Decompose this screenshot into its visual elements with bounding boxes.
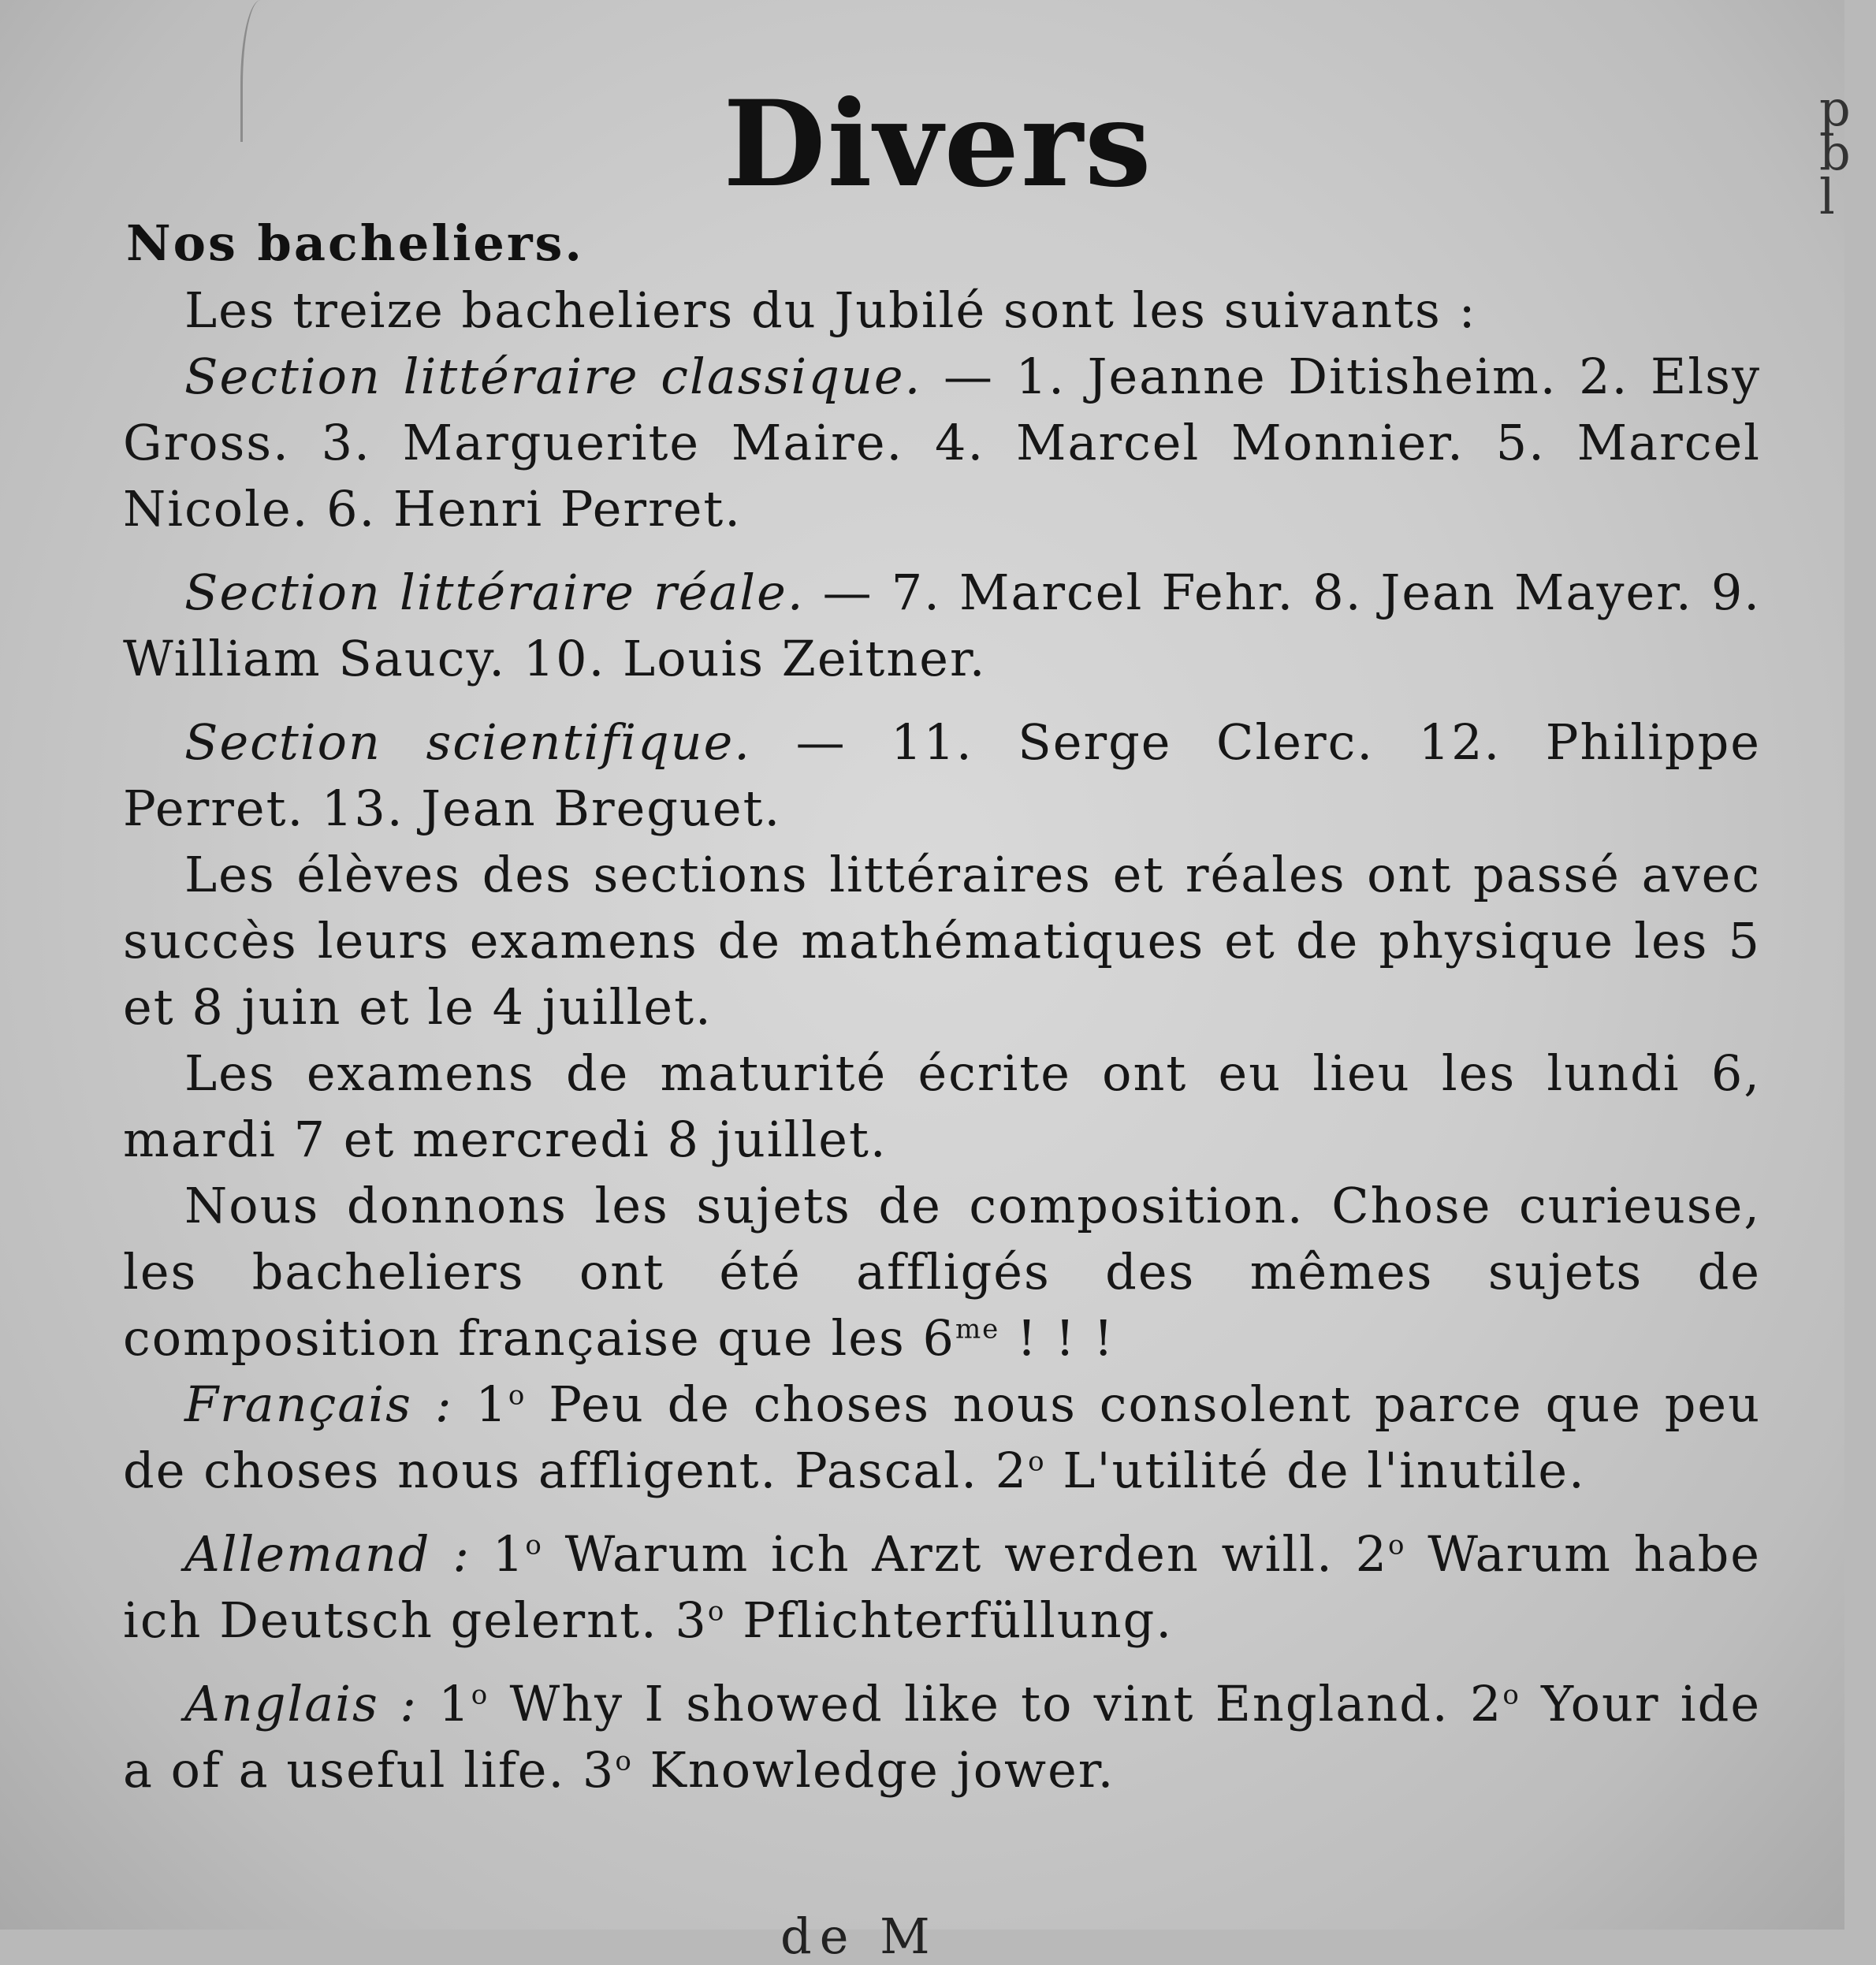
ordinal-marker: o (707, 1595, 726, 1628)
sujets-paragraph (123, 1173, 1761, 1371)
sujets-text: Nous donnons les sujets de composition. Chose curieuse, les bacheliers ont été affligés des mêmes sujets de composition française que les 6 (123, 1177, 1761, 1367)
classique-label: Section littéraire classique. (184, 348, 922, 405)
reale-paragraph (123, 560, 1761, 692)
page-title: Divers (723, 75, 1153, 214)
anglais-subject-2: Your ide a of a useful life. 3 (123, 1675, 1762, 1799)
allemand-subject-2: Warum habe ich Deutsch gelernt. 3 (123, 1525, 1761, 1649)
francais-number-1: 1 (452, 1375, 508, 1433)
francais-label: Français : (184, 1375, 453, 1433)
section-heading: Nos bacheliers. (126, 214, 585, 272)
ordinal-marker: o (1502, 1679, 1521, 1711)
sujets-exclamation: ! ! ! (999, 1309, 1115, 1367)
article-body (123, 277, 1761, 1803)
examens-paragraph: Les examens de maturité écrite ont eu lieu les lundi 6, mardi 7 et mercredi 8 juillet. (123, 1044, 1761, 1168)
francais-paragraph (123, 1371, 1761, 1504)
ordinal-marker: o (1028, 1446, 1046, 1478)
ordinal-marker: o (615, 1745, 633, 1777)
ordinal-marker: o (471, 1679, 489, 1711)
classique-names: — 1. Jeanne Ditisheim. 2. Elsy Gross. 3. Marguerite Maire. 4. Marcel Monnier. 5. Marcel Nicole. 6. Henri Perret. (123, 348, 1761, 538)
allemand-label: Allemand : (184, 1525, 471, 1583)
reale-names: — 7. Marcel Fehr. 8. Jean Mayer. 9. William Saucy. 10. Louis Zeitner. (123, 564, 1761, 687)
allemand-number-1: 1 (471, 1525, 526, 1583)
ordinal-marker: o (525, 1529, 543, 1561)
scientifique-label: Section scientifique. (184, 713, 751, 771)
anglais-number-1: 1 (418, 1675, 471, 1732)
scientifique-paragraph (123, 709, 1761, 842)
francais-subject-1: Peu de choses nous consolent parce que peu de choses nous affligent. Pascal. 2 (123, 1375, 1762, 1499)
allemand-subject-1: Warum ich Arzt werden will. 2 (542, 1525, 1389, 1583)
intro-paragraph: Les treize bacheliers du Jubilé sont les suivants : (184, 281, 1477, 339)
sujets-superscript: me (955, 1313, 1000, 1345)
anglais-subject-1: Why I showed like to vint England. 2 (489, 1675, 1503, 1732)
allemand-paragraph (123, 1521, 1761, 1654)
scientifique-names: — 11. Serge Clerc. 12. Philippe Perret. 13. Jean Breguet. (123, 713, 1761, 837)
allemand-subject-3: Pflichterfüllung. (725, 1591, 1174, 1649)
anglais-label: Anglais : (184, 1675, 418, 1732)
anglais-paragraph (123, 1671, 1761, 1803)
cut-off-footer-text: de M (780, 1907, 938, 1965)
ordinal-marker: o (508, 1379, 527, 1412)
francais-subject-2: L'utilité de l'inutile. (1045, 1442, 1586, 1499)
ordinal-marker: o (1388, 1529, 1406, 1561)
eleves-paragraph: Les élèves des sections littéraires et réales ont passé avec succès leurs examens de mathématiques et de physique les 5 et 8 juin et le 4 juillet. (123, 846, 1761, 1036)
reale-label: Section littéraire réale. (184, 564, 805, 621)
anglais-subject-3: Knowledge jower. (632, 1741, 1115, 1799)
classique-paragraph (123, 344, 1761, 542)
next-page-edge-text: p b l (1819, 80, 1851, 225)
